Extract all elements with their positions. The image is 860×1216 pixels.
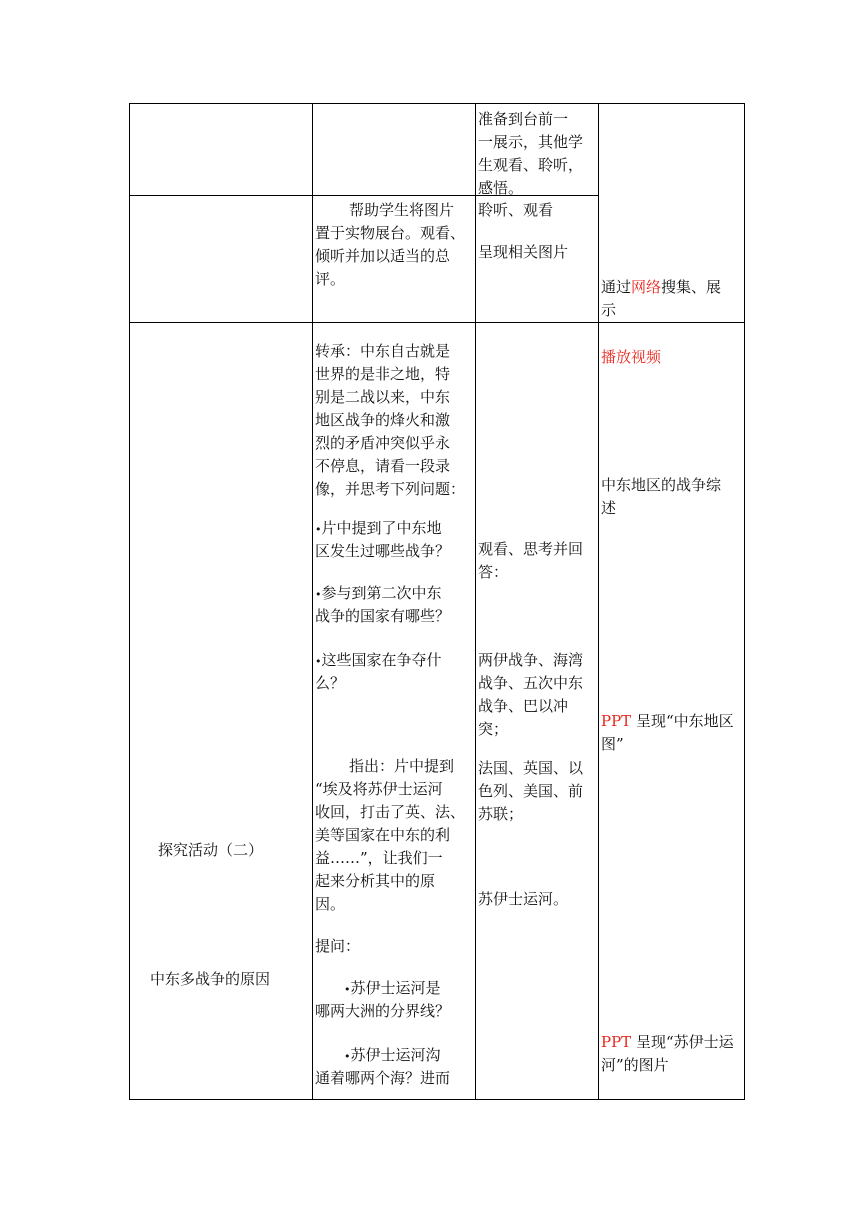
text-line: 一展示，其他学 [478,133,584,151]
text-line: 示 [601,301,617,319]
text-line: 河”的图片 [601,1056,669,1074]
text-line: 突； [478,720,509,738]
text-line: 转承：中东自古就是 [315,342,451,360]
lesson-plan-table [129,103,745,1100]
text-line: 地区战争的烽火和激 [315,411,451,429]
text-line: 通着哪两个海？进而 [315,1069,451,1087]
text-line: 烈的矛盾冲突似乎永 [315,434,451,452]
point-out: 指出：片中提到 [349,757,455,775]
table-border-top [129,103,745,104]
row2-col3-show: 呈现相关图片 [478,243,569,261]
text-line: 收回，打击了英、法、 [315,803,466,821]
table-border-bottom [129,1099,745,1100]
table-col-divider-1 [312,103,313,1100]
question-2: •参与到第二次中东 [315,584,442,602]
question-3: •这些国家在争夺什 [315,651,442,669]
text-line: 因。 [315,895,346,913]
text-line: 通过网络搜集、展 [601,278,722,296]
text-line: 不停息，请看一段录 [315,457,451,475]
text-line: 倾听并加以适当的总 [315,247,451,265]
text-line: 感悟。 [478,179,524,197]
ppt-map-label: PPT 呈现“中东地区 [601,712,734,730]
text-line: 起来分析其中的原 [315,872,436,890]
text-line: 战争、巴以冲 [478,697,569,715]
ask-question-2: •苏伊士运河沟 [344,1046,441,1064]
text-line: 两伊战争、海湾 [478,651,584,669]
ppt-canal-label: PPT 呈现“苏伊士运 [601,1033,734,1051]
question-1: •片中提到了中东地 [315,519,442,537]
text-line: 世界的是非之地，特 [315,365,451,383]
table-col-divider-2 [475,103,476,1100]
text-line: 苏伊士运河。 [478,890,569,908]
text-line: 述 [601,499,617,517]
text-line: 益……”，让我们一 [315,849,443,867]
row2-col3-listen: 聆听、观看 [478,201,554,219]
row-divider-2 [129,322,745,323]
text-line: 观看、思考并回 [478,540,584,558]
text-line: 评。 [315,270,346,288]
text-line: 战争的国家有哪些？ [315,607,451,625]
text-line: 哪两大洲的分界线？ [315,1002,451,1020]
text-line: 美等国家在中东的利 [315,826,451,844]
text-line: 中东地区的战争综 [601,476,722,494]
text-line: 像，并思考下列问题： [315,480,466,498]
table-col-divider-3 [598,103,599,1100]
text-line: 图” [601,735,624,753]
text-line: 么？ [315,674,346,692]
text-line: 区发生过哪些战争？ [315,542,451,560]
text-line: “埃及将苏伊士运河 [315,780,443,798]
text-line: 帮助学生将图片 [349,201,455,219]
text-line: 置于实物展台。观看、 [315,224,466,242]
activity-subtitle: 中东多战争的原因 [150,970,271,988]
text-line: 生观看、聆听， [478,156,584,174]
text-line: 法国、英国、以 [478,759,584,777]
activity-title: 探究活动（二） [158,841,264,859]
text-line: 战争、五次中东 [478,674,584,692]
text-line: 别是二战以来，中东 [315,388,451,406]
text-line: 答： [478,563,509,581]
ask-question-1: •苏伊士运河是 [344,979,441,997]
text-line: 色列、美国、前 [478,782,584,800]
table-border-right [744,103,745,1100]
play-video-label: 播放视频 [601,348,662,366]
text-line: 准备到台前一 [478,110,569,128]
table-border-left [129,103,130,1100]
text-line: 苏联； [478,805,524,823]
row-divider-1 [129,195,599,196]
ask-label: 提问： [315,937,361,955]
